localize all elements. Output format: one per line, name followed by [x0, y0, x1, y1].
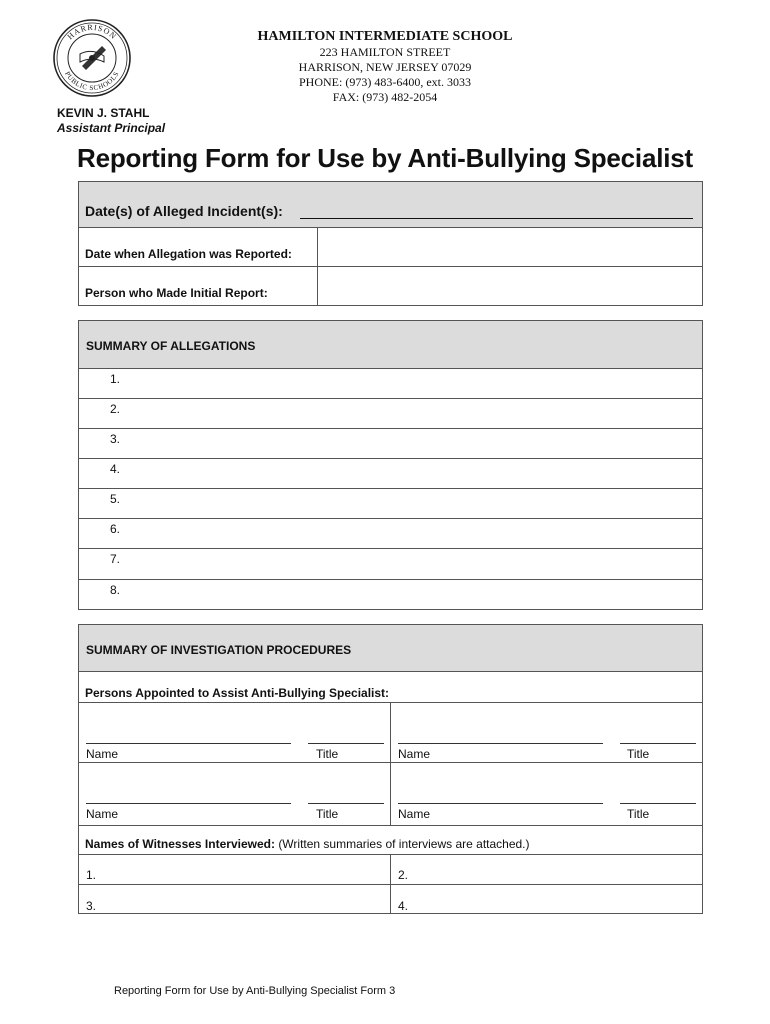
address-city: HARRISON, NEW JERSEY 07029	[298, 60, 472, 74]
date-reported-row	[79, 227, 702, 267]
witness-number: 3.	[86, 899, 97, 913]
allegation-number: 8.	[110, 583, 121, 597]
appointee-title-line[interactable]	[308, 743, 384, 744]
dates-header	[79, 182, 702, 227]
appointed-label: Persons Appointed to Assist Anti-Bullying Specialist:	[85, 686, 390, 700]
witness-number: 1.	[86, 868, 97, 882]
allegation-number: 5.	[110, 492, 121, 506]
witnesses-heading	[85, 837, 530, 851]
divider	[79, 825, 702, 826]
address-fax: FAX: (973) 482-2054	[332, 90, 438, 104]
allegation-row[interactable]	[79, 518, 702, 548]
name-label: Name	[86, 807, 119, 821]
school-seal-logo	[52, 18, 132, 98]
allegation-number: 7.	[110, 552, 121, 566]
investigation-header	[79, 625, 702, 671]
witness-number: 2.	[398, 868, 409, 882]
appointee-name-line[interactable]	[86, 743, 291, 744]
allegations-title: SUMMARY OF ALLEGATIONS	[86, 339, 256, 353]
dates-label: Date(s) of Alleged Incident(s):	[85, 203, 283, 219]
appointee-name-line[interactable]	[398, 743, 603, 744]
allegation-row[interactable]	[79, 548, 702, 578]
allegation-row[interactable]	[79, 579, 702, 609]
svg-text:PUBLIC SCHOOLS: PUBLIC SCHOOLS	[63, 70, 121, 93]
witnesses-label: Names of Witnesses Interviewed:	[85, 837, 275, 851]
dates-input-line[interactable]	[300, 218, 693, 219]
column-divider	[390, 702, 391, 825]
witness-number: 4.	[398, 899, 409, 913]
date-reported-label: Date when Allegation was Reported:	[85, 247, 292, 261]
appointee-name-line[interactable]	[398, 803, 603, 804]
allegation-row[interactable]	[79, 368, 702, 398]
principal-name: KEVIN J. STAHL	[57, 106, 150, 120]
allegation-row[interactable]	[79, 398, 702, 428]
principal-block	[57, 106, 165, 136]
allegation-row[interactable]	[79, 458, 702, 488]
divider	[79, 762, 702, 763]
svg-text:HARRISON: HARRISON	[65, 22, 119, 42]
allegation-number: 3.	[110, 432, 121, 446]
allegation-number: 6.	[110, 522, 121, 536]
title-label: Title	[316, 747, 339, 761]
incident-info-section	[78, 181, 703, 306]
allegation-row[interactable]	[79, 488, 702, 518]
page-footer: Reporting Form for Use by Anti-Bullying Specialist Form 3	[114, 985, 396, 997]
divider	[79, 671, 702, 672]
initial-reporter-label: Person who Made Initial Report:	[85, 286, 268, 300]
witnesses-note: (Written summaries of interviews are attached.)	[278, 837, 530, 851]
principal-title: Assistant Principal	[57, 121, 166, 135]
initial-reporter-row	[79, 266, 702, 306]
appointee-title-line[interactable]	[620, 803, 696, 804]
investigation-section	[78, 624, 703, 914]
allegation-number: 2.	[110, 402, 121, 416]
appointee-title-line[interactable]	[308, 803, 384, 804]
divider	[79, 884, 702, 885]
name-label: Name	[86, 747, 119, 761]
column-divider	[317, 267, 318, 306]
title-label: Title	[627, 747, 650, 761]
form-title: Reporting Form for Use by Anti-Bullying Specialist	[77, 143, 693, 173]
appointee-name-line[interactable]	[86, 803, 291, 804]
column-divider	[317, 228, 318, 267]
allegations-section	[78, 320, 703, 610]
allegation-number: 1.	[110, 372, 121, 386]
school-name: HAMILTON INTERMEDIATE SCHOOL	[257, 29, 513, 44]
allegation-number: 4.	[110, 462, 121, 476]
allegations-header	[79, 321, 702, 368]
address-street: 223 HAMILTON STREET	[319, 45, 451, 59]
name-label: Name	[398, 807, 431, 821]
appointee-title-line[interactable]	[620, 743, 696, 744]
title-label: Title	[627, 807, 650, 821]
title-label: Title	[316, 807, 339, 821]
address-phone: PHONE: (973) 483-6400, ext. 3033	[299, 75, 471, 89]
investigation-title: SUMMARY OF INVESTIGATION PROCEDURES	[86, 643, 352, 657]
name-label: Name	[398, 747, 431, 761]
allegation-row[interactable]	[79, 428, 702, 458]
